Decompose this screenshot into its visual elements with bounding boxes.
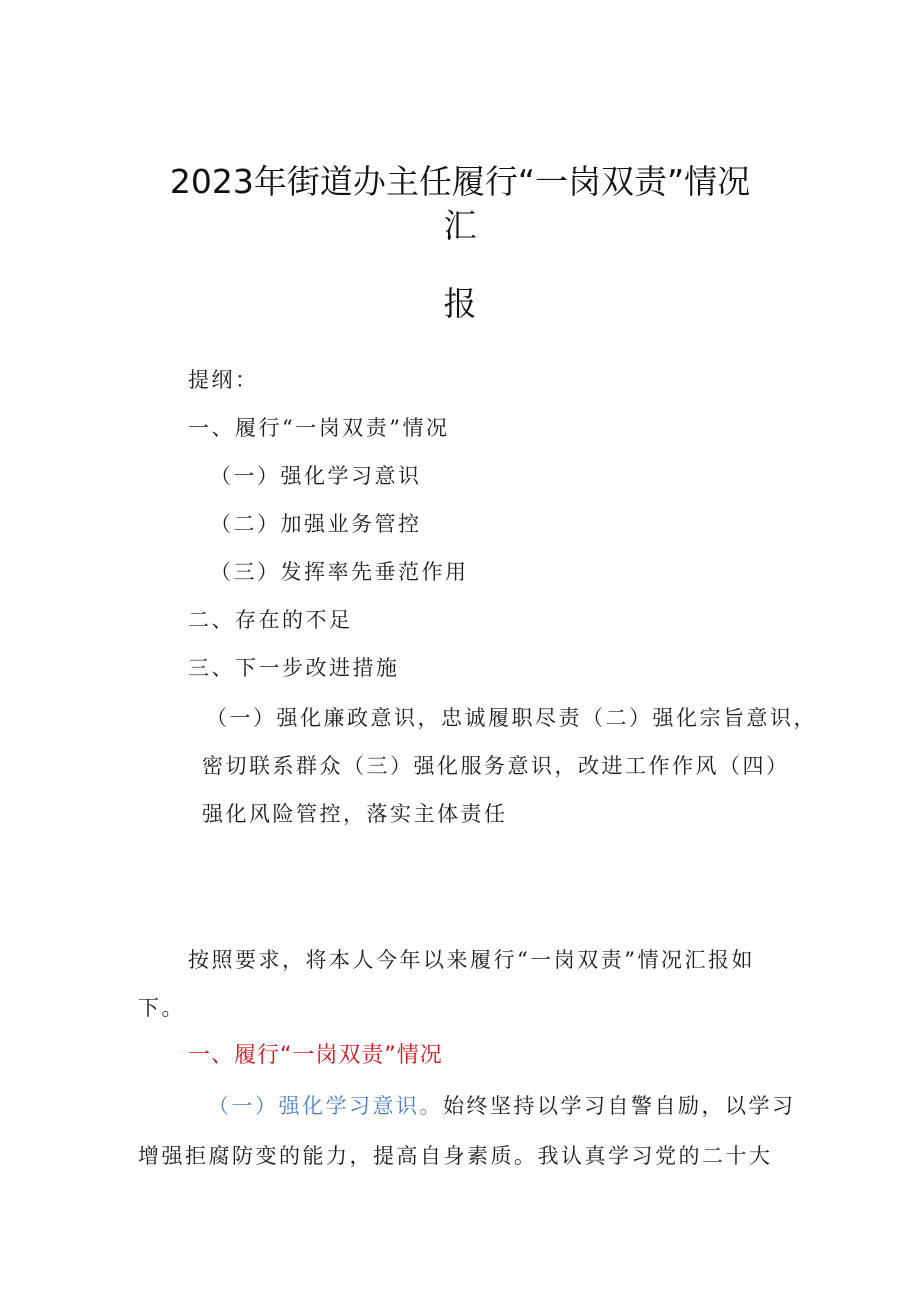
outline-item: 一、履行“一岗双责”情况 <box>188 416 450 440</box>
subsection-heading: （一）强化学习意识。 <box>208 1094 443 1118</box>
outline-measures-line: 强化风险管控，落实主体责任 <box>202 802 508 826</box>
paragraph-text: 始终坚持以学习自警自励，以学习 <box>443 1094 796 1118</box>
section-paragraph <box>208 1090 796 1120</box>
section-heading: 一、履行“一岗双责”情况 <box>188 1043 443 1068</box>
outline-item: 三、下一步改进措施 <box>188 656 400 680</box>
outline-measures-line: （一）强化廉政意识，忠诚履职尽责（二）强化宗旨意识， <box>206 706 817 730</box>
outline-subitem: （二）加强业务管控 <box>210 512 422 536</box>
intro-paragraph-continuation: 下。 <box>138 996 185 1020</box>
intro-paragraph: 按照要求，将本人今年以来履行“一岗双责”情况汇报如 <box>188 948 755 972</box>
outline-subitem: （一）强化学习意识 <box>210 464 422 488</box>
outline-label: 提纲： <box>188 368 259 392</box>
document-title-continuation: 报 <box>443 284 477 323</box>
document-title-continuation: 汇 <box>443 206 477 245</box>
section-paragraph-continuation: 增强拒腐防变的能力，提高自身素质。我认真学习党的二十大 <box>138 1144 773 1168</box>
outline-item: 二、存在的不足 <box>188 608 353 632</box>
outline-measures-line: 密切联系群众（三）强化服务意识，改进工作作风（四） <box>202 754 790 778</box>
outline-subitem: （三）发挥率先垂范作用 <box>210 560 469 584</box>
document-title: 2023年街道办主任履行“一岗双责”情况 <box>169 162 751 201</box>
